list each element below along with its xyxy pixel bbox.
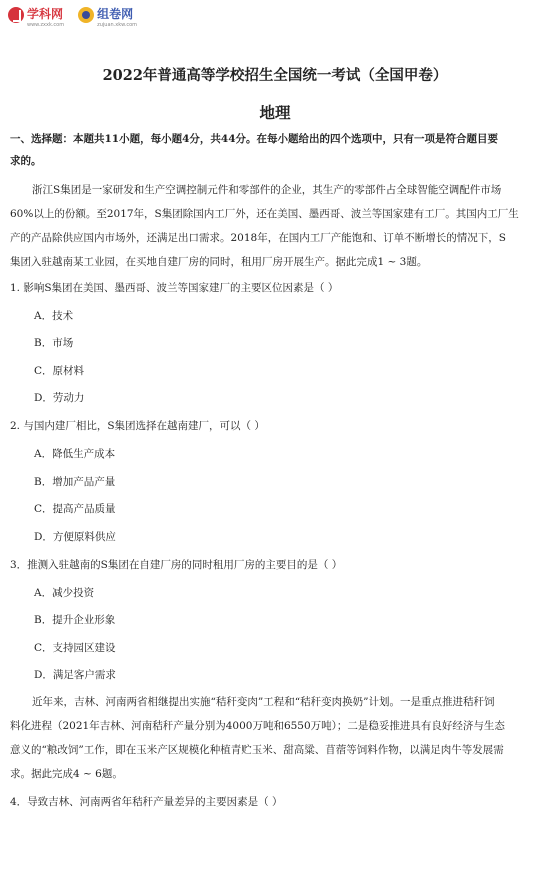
question-3-option: D．满足客户需求	[34, 669, 116, 681]
logo2-text: 组卷网	[97, 6, 134, 21]
exam-title: 2022年普通高等学校招生全国统一考试（全国甲卷）	[102, 67, 448, 84]
passage2-line: 近年来，吉林、河南两省相继提出实施“秸秆变肉”工程和“秸秆变肉换奶”计划。一是重点推进秸秆饲	[32, 696, 495, 708]
passage1-line: 浙江S集团是一家研发和生产空调控制元件和零部件的企业，其生产的零部件占全球智能空调配件市场	[32, 184, 502, 196]
question-1-stem: 1. 影响S集团在美国、墨西哥、波兰等国家建厂的主要区位因素是（ ）	[10, 282, 339, 294]
passage2-line: 意义的“粮改饲”工作，即在玉米产区规模化种植青贮玉米、甜高粱、苜蓿等饲料作物，以满足肉牛等发展需	[10, 744, 504, 756]
question-3-option: C．支持园区建设	[34, 642, 116, 654]
question-3-stem: 3．推测入驻越南的S集团在自建厂房的同时租用厂房的主要目的是（ ）	[10, 559, 343, 571]
section-heading-line2: 求的。	[10, 155, 42, 167]
question-1-option: A．技术	[34, 310, 74, 322]
logo1-sub: www.zxxk.com	[27, 21, 65, 28]
logo2-sub: zujuan.xkw.com	[97, 21, 138, 28]
logo1-text: 学科网	[27, 6, 64, 21]
question-2-option: B．增加产品产量	[34, 476, 116, 488]
passage1-line: 集团入驻越南某工业园，在买地自建厂房的同时，租用厂房开展生产。据此完成1 ~ 3题。	[10, 256, 428, 268]
zujuanwang-logo-icon	[78, 7, 94, 23]
passage2-line: 料化进程（2021年吉林、河南秸秆产量分别为4000万吨和6550万吨）；二是稳妥推进具有良好经济与生态	[10, 720, 505, 732]
question-1-option: B．市场	[34, 337, 74, 349]
question-3-option: B．提升企业形象	[34, 614, 116, 626]
logo-zujuanwang	[78, 3, 137, 28]
question-2-option: D．方便原料供应	[34, 531, 116, 543]
logo-xuekewang	[8, 3, 64, 28]
header-logos	[8, 2, 151, 28]
question-4-stem: 4．导致吉林、河南两省年秸秆产量差异的主要因素是（ ）	[10, 796, 283, 808]
section-heading-line1: 一、选择题：本题共11小题，每小题4分，共44分。在每小题给出的四个选项中，只有一项是符合题目要	[10, 133, 499, 145]
question-2-option: C．提高产品质量	[34, 503, 116, 515]
question-1-option: C．原材料	[34, 365, 85, 377]
xuekewang-logo-icon	[8, 7, 24, 23]
question-2-stem: 2. 与国内建厂相比，S集团选择在越南建厂，可以（ ）	[10, 420, 265, 432]
question-1-option: D．劳动力	[34, 392, 85, 404]
subject-title: 地理	[259, 103, 291, 122]
passage2-line: 求。据此完成4 ~ 6题。	[10, 768, 123, 780]
question-3-option: A．减少投资	[34, 587, 95, 599]
passage1-line: 产的产品除供应国内市场外，还满足出口需求。2018年，在国内工厂产能饱和、订单不断增长的情况下，S	[10, 232, 506, 244]
passage1-line: 60%以上的份额。至2017年，S集团除国内工厂外，还在美国、墨西哥、波兰等国家建有工厂。其国内工厂生	[10, 208, 519, 220]
question-2-option: A．降低生产成本	[34, 448, 116, 460]
